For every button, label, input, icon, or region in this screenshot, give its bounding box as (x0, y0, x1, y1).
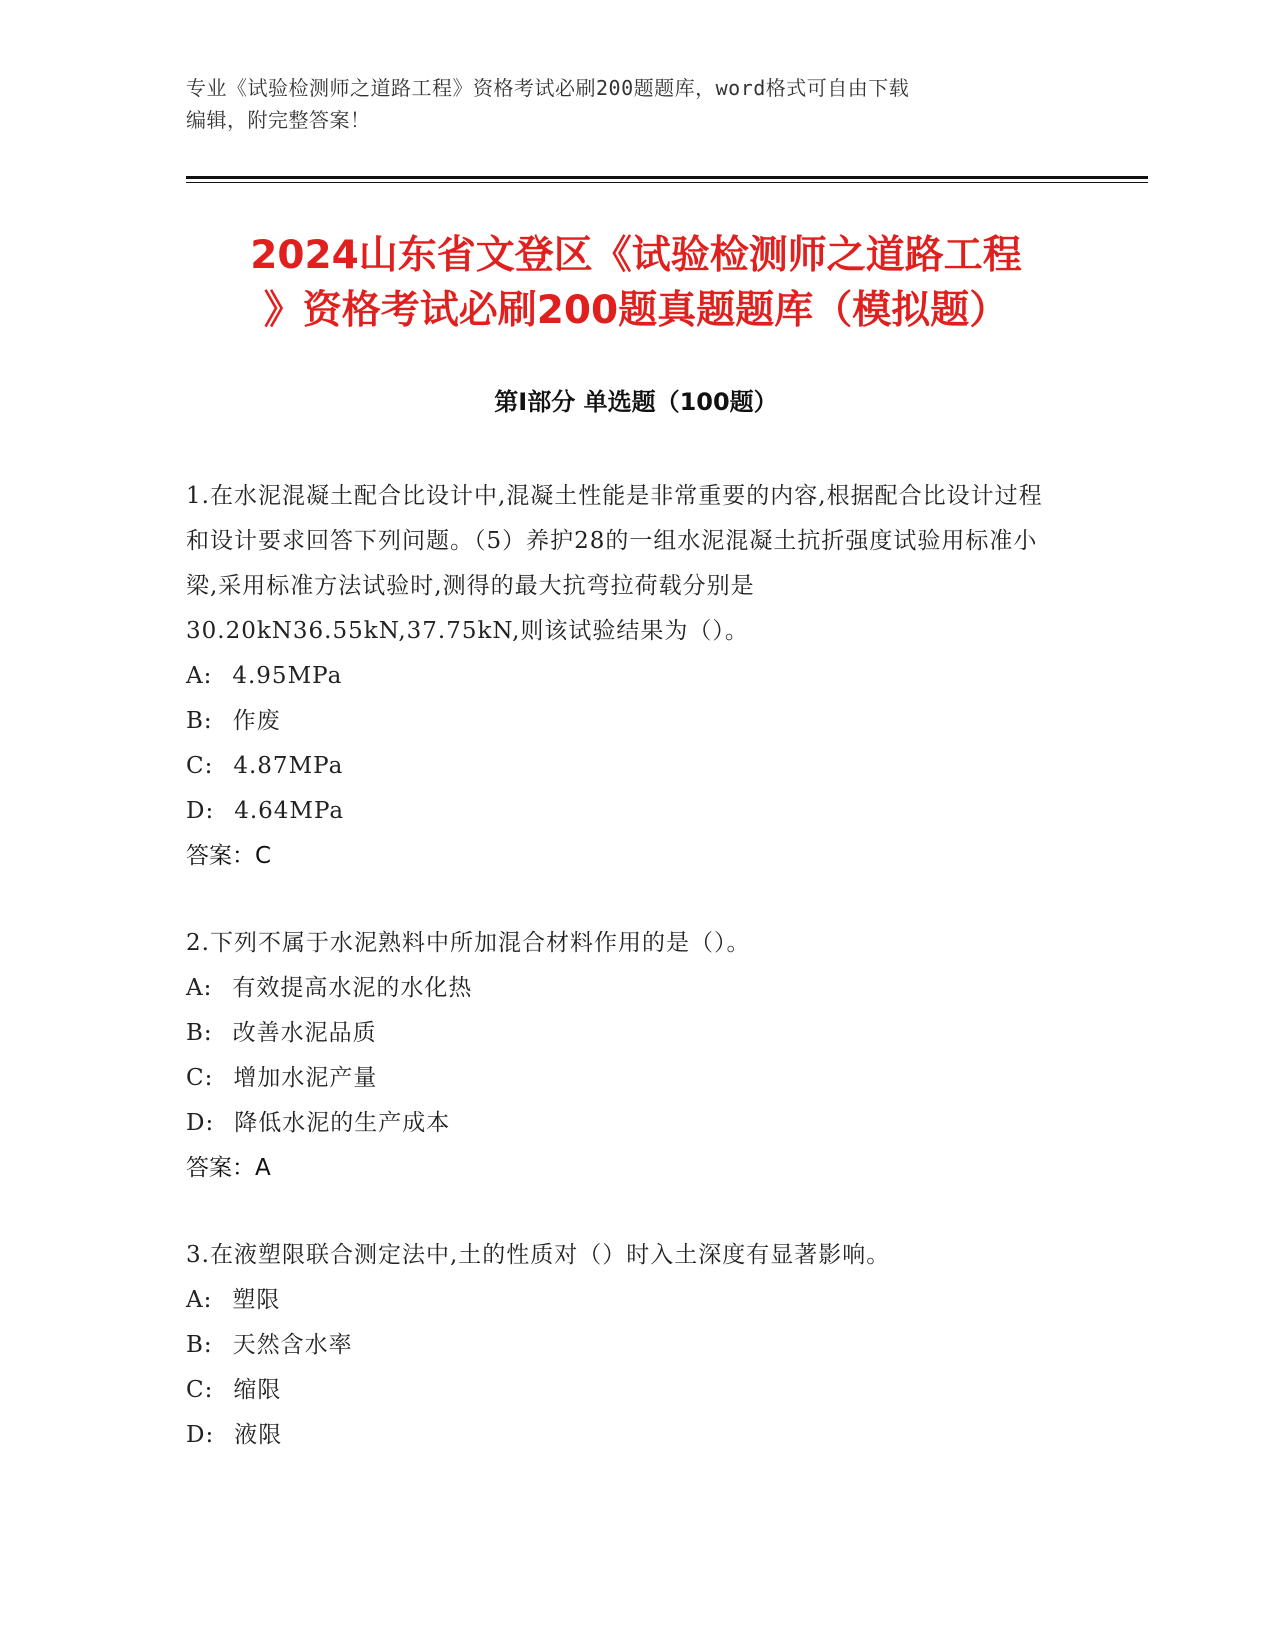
option-text: 4.95MPa (232, 663, 343, 689)
option-text: 增加水泥产量 (233, 1065, 378, 1091)
header-note (186, 72, 1086, 136)
option-a (186, 1278, 1066, 1323)
option-b (186, 1323, 1066, 1368)
option-a (186, 966, 1066, 1011)
question-text: 3.在液塑限联合测定法中,土的性质对（）时入土深度有显著影响。 (186, 1242, 891, 1268)
option-letter: C: (186, 753, 214, 779)
option-text: 塑限 (232, 1287, 281, 1313)
option-text: 有效提高水泥的水化热 (232, 975, 473, 1001)
option-letter: C: (186, 1377, 214, 1403)
option-d (186, 1101, 1066, 1146)
question-3 (186, 1233, 1066, 1458)
option-letter: A: (186, 1287, 213, 1313)
answer-line: 答案：A (186, 1155, 271, 1181)
answer-line: 答案：C (186, 843, 272, 869)
option-text: 天然含水率 (232, 1332, 353, 1358)
option-b (186, 1011, 1066, 1056)
option-text: 作废 (232, 708, 281, 734)
document-title (186, 228, 1086, 338)
option-c (186, 1056, 1066, 1101)
option-letter: A: (186, 663, 213, 689)
option-letter: B: (186, 708, 213, 734)
header-note-line-2: 编辑，附完整答案！ (186, 108, 371, 132)
header-divider-thick (186, 176, 1148, 179)
option-letter: D: (186, 798, 215, 824)
option-text: 改善水泥品质 (232, 1020, 377, 1046)
option-d (186, 1413, 1066, 1458)
option-letter: B: (186, 1332, 213, 1358)
option-text: 液限 (234, 1422, 283, 1448)
option-text: 降低水泥的生产成本 (234, 1110, 451, 1136)
option-text: 4.64MPa (234, 798, 345, 824)
header-note-line-1: 专业《试验检测师之道路工程》资格考试必刷200题题库，word格式可自由下载 (186, 76, 910, 100)
document-title-line-2: 》资格考试必刷200题真题题库（模拟题） (263, 288, 1009, 333)
option-letter: C: (186, 1065, 214, 1091)
question-1 (186, 474, 1066, 879)
option-letter: D: (186, 1422, 215, 1448)
option-text: 缩限 (233, 1377, 282, 1403)
option-d (186, 789, 1066, 834)
option-letter: D: (186, 1110, 215, 1136)
option-letter: B: (186, 1020, 213, 1046)
option-text: 4.87MPa (233, 753, 344, 779)
question-text: 1.在水泥混凝土配合比设计中,混凝土性能是非常重要的内容,根据配合比设计过程和设计要求回答下列问题。（5）养护28的一组水泥混凝土抗折强度试验用标准小梁,采用标准方法试验时,测得的最大抗弯拉荷载分别是30.20kN36.55kN,37.75kN,则该试验结果为（）。 (186, 483, 1043, 644)
section-title: 第Ⅰ部分 单选题（100题） (494, 388, 778, 416)
question-list (186, 474, 1066, 1500)
question-2 (186, 921, 1066, 1191)
header-divider-thin (186, 182, 1148, 183)
option-c (186, 744, 1066, 789)
question-text: 2.下列不属于水泥熟料中所加混合材料作用的是（）。 (186, 930, 751, 956)
option-a (186, 654, 1066, 699)
option-c (186, 1368, 1066, 1413)
option-b (186, 699, 1066, 744)
option-letter: A: (186, 975, 213, 1001)
document-title-line-1: 2024山东省文登区《试验检测师之道路工程 (250, 233, 1022, 278)
